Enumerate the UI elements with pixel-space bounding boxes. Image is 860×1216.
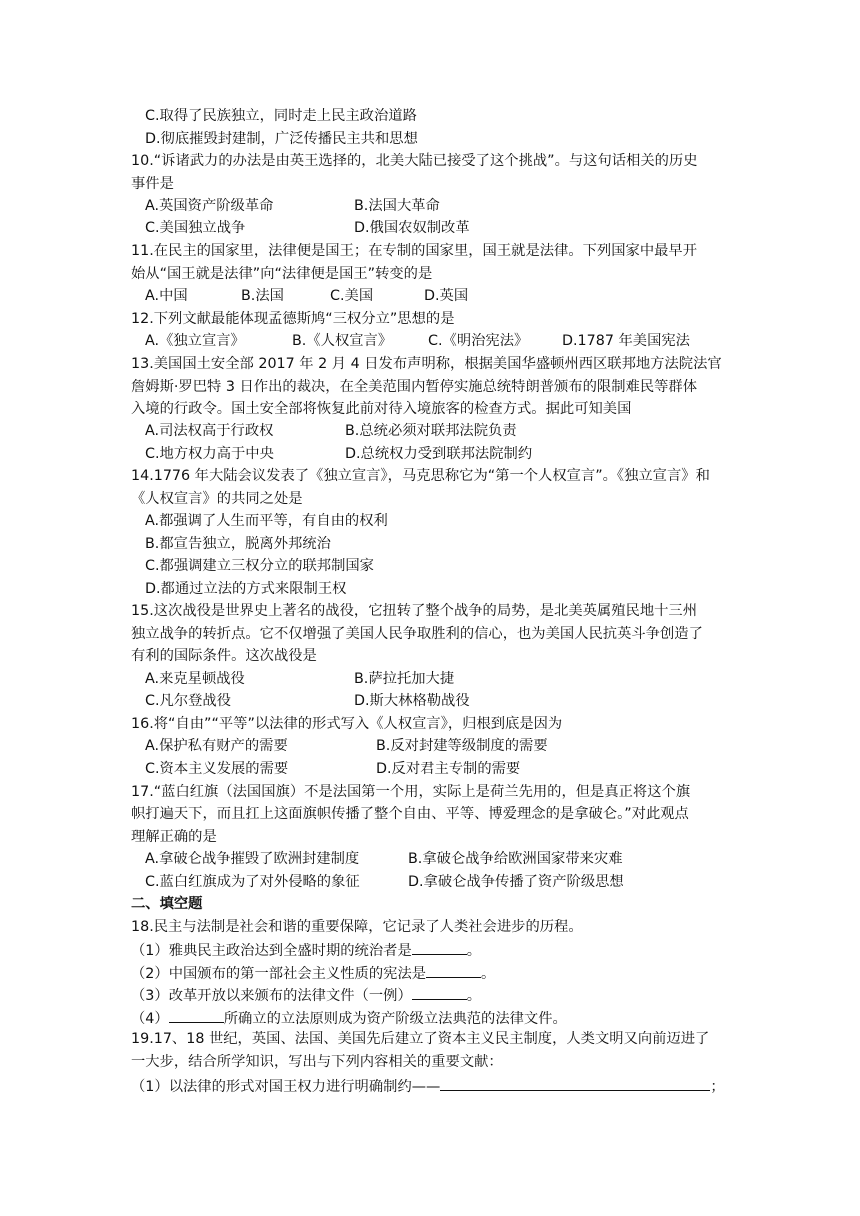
q18-sub3 — [131, 984, 481, 1004]
q14-stem-line1: 14.1776 年大陆会议发表了《独立宣言》，马克思称它为“第一个人权宣言”。《独立宣言》和 — [131, 468, 710, 484]
q14-option-a: A.都强调了人生而平等，有自由的权利 — [145, 513, 388, 529]
q18-sub4-prefix: （4） — [131, 1011, 169, 1027]
q16-option-b: B.反对封建等级制度的需要 — [376, 738, 548, 754]
q15-option-c: C.凡尔登战役 — [145, 693, 232, 709]
q12-option-c: C.《明治宪法》 — [428, 333, 529, 349]
q10-option-c: C.美国独立战争 — [145, 220, 246, 236]
q18-stem: 18.民主与法制是社会和谐的重要保障，它记录了人类社会进步的历程。 — [131, 919, 583, 935]
q11-option-c: C.美国 — [330, 288, 374, 304]
q11-option-b: B.法国 — [241, 288, 284, 304]
q11-stem-line2: 始从“国王就是法律”向“法律便是国王”转变的是 — [131, 266, 433, 282]
q13-option-c: C.地方权力高于中央 — [145, 446, 274, 462]
q13-stem-line2: 詹姆斯·罗巴特 3 日作出的裁决，在全美范围内暂停实施总统特朗普颁布的限制难民等群体 — [131, 379, 698, 395]
q18-sub2-blank[interactable] — [426, 962, 481, 978]
q18-sub1-blank[interactable] — [412, 939, 467, 955]
q17-option-c: C.蓝白红旗成为了对外侵略的象征 — [145, 874, 360, 890]
q18-sub2-period: 。 — [481, 966, 496, 982]
q18-sub3-blank[interactable] — [412, 984, 467, 1000]
q17-option-a: A.拿破仑战争摧毁了欧洲封建制度 — [145, 851, 360, 867]
q15-option-b: B.萨拉托加大捷 — [354, 671, 455, 687]
q13-stem-line3: 入境的行政令。国土安全部将恢复此前对待入境旅客的检查方式。据此可知美国 — [131, 401, 632, 417]
q18-sub1-period: 。 — [466, 943, 482, 959]
q15-stem-line3: 有利的国际条件。这次战役是 — [131, 648, 317, 664]
q19-sub1-text: （1）以法律的形式对国王权力进行明确制约—— — [131, 1079, 441, 1095]
q19-stem-line1: 19.17、18 世纪，英国、法国、美国先后建立了资本主义民主制度，人类文明又向前迈进了 — [131, 1031, 710, 1047]
q17-stem-line3: 理解正确的是 — [131, 829, 217, 845]
q19-stem-line2: 一大步，结合所学知识，写出与下列内容相关的重要文献： — [131, 1054, 503, 1070]
q18-sub4-text: 所确立的立法原则成为资产阶级立法典范的法律文件。 — [223, 1011, 567, 1027]
q15-stem-line2: 独立战争的转折点。它不仅增强了美国人民争取胜利的信心，也为美国人民抗英斗争创造了 — [131, 626, 703, 642]
q16-stem: 16.将“自由”“平等”以法律的形式写入《人权宣言》，归根到底是因为 — [131, 716, 563, 732]
q18-sub2 — [131, 962, 495, 982]
q10-option-b: B.法国大革命 — [354, 198, 440, 214]
q16-option-d: D.反对君主专制的需要 — [376, 761, 521, 777]
q11-option-a: A.中国 — [145, 288, 188, 304]
q9-option-d: D.彻底摧毁封建制，广泛传播民主共和思想 — [145, 131, 418, 147]
q11-option-d: D.英国 — [424, 288, 469, 304]
q14-option-c: C.都强调建立三权分立的联邦制国家 — [145, 558, 374, 574]
q15-option-d: D.斯大林格勒战役 — [354, 693, 470, 709]
q18-sub2-text: （2）中国颁布的第一部社会主义性质的宪法是 — [131, 966, 427, 982]
q18-sub3-period: 。 — [466, 988, 482, 1004]
q12-option-d: D.1787 年美国宪法 — [562, 333, 690, 349]
q19-sub1 — [131, 1075, 725, 1095]
q18-sub1 — [131, 939, 481, 959]
q18-sub1-text: （1）雅典民主政治达到全盛时期的统治者是 — [131, 943, 412, 959]
q15-stem-line1: 15.这次战役是世界史上著名的战役，它扭转了整个战争的局势，是北美英属殖民地十三州 — [131, 603, 698, 619]
q13-option-b: B.总统必须对联邦法院负责 — [345, 423, 517, 439]
q13-stem-line1: 13.美国国土安全部 2017 年 2 月 4 日发布声明称，根据美国华盛顿州西区联邦地方法院法官 — [131, 356, 722, 372]
q10-option-d: D.俄国农奴制改革 — [354, 220, 470, 236]
q19-sub1-blank[interactable] — [440, 1075, 710, 1091]
q16-option-c: C.资本主义发展的需要 — [145, 761, 289, 777]
q18-sub4 — [131, 1007, 567, 1027]
q14-option-b: B.都宣告独立，脱离外邦统治 — [145, 536, 331, 552]
q10-option-a: A.英国资产阶级革命 — [145, 198, 274, 214]
q9-option-c: C.取得了民族独立，同时走上民主政治道路 — [145, 108, 417, 124]
q11-stem-line1: 11.在民主的国家里，法律便是国王；在专制的国家里，国王就是法律。下列国家中最早开 — [131, 243, 698, 259]
q16-option-a: A.保护私有财产的需要 — [145, 738, 288, 754]
q14-stem-line2: 《人权宣言》的共同之处是 — [131, 491, 303, 507]
q13-option-a: A.司法权高于行政权 — [145, 423, 274, 439]
section-fill-in-heading: 二、填空题 — [131, 896, 203, 912]
q12-option-b: B.《人权宣言》 — [292, 333, 393, 349]
q17-stem-line2: 帜打遍天下，而且扛上这面旗帜传播了整个自由、平等、博爱理念的是拿破仑。”对此观点 — [131, 806, 689, 822]
q18-sub4-blank[interactable] — [169, 1007, 224, 1023]
q13-option-d: D.总统权力受到联邦法院制约 — [345, 446, 533, 462]
q10-stem-line2: 事件是 — [131, 176, 174, 192]
q15-option-a: A.来克星顿战役 — [145, 671, 245, 687]
q18-sub3-text: （3）改革开放以来颁布的法律文件（一例） — [131, 988, 412, 1004]
q10-stem-line1: 10.“诉诸武力的办法是由英王选择的，北美大陆已接受了这个挑战”。与这句话相关的历史 — [131, 153, 698, 169]
q12-option-a: A.《独立宣言》 — [145, 333, 245, 349]
q17-option-b: B.拿破仑战争给欧洲国家带来灾难 — [408, 851, 623, 867]
q14-option-d: D.都通过立法的方式来限制王权 — [145, 581, 347, 597]
q19-sub1-semicolon: ； — [710, 1079, 725, 1095]
q12-stem: 12.下列文献最能体现孟德斯鸠“三权分立”思想的是 — [131, 311, 455, 327]
q17-stem-line1: 17.“蓝白红旗（法国国旗）不是法国第一个用，实际上是荷兰先用的，但是真正将这个旗 — [131, 784, 691, 800]
q17-option-d: D.拿破仑战争传播了资产阶级思想 — [408, 874, 624, 890]
